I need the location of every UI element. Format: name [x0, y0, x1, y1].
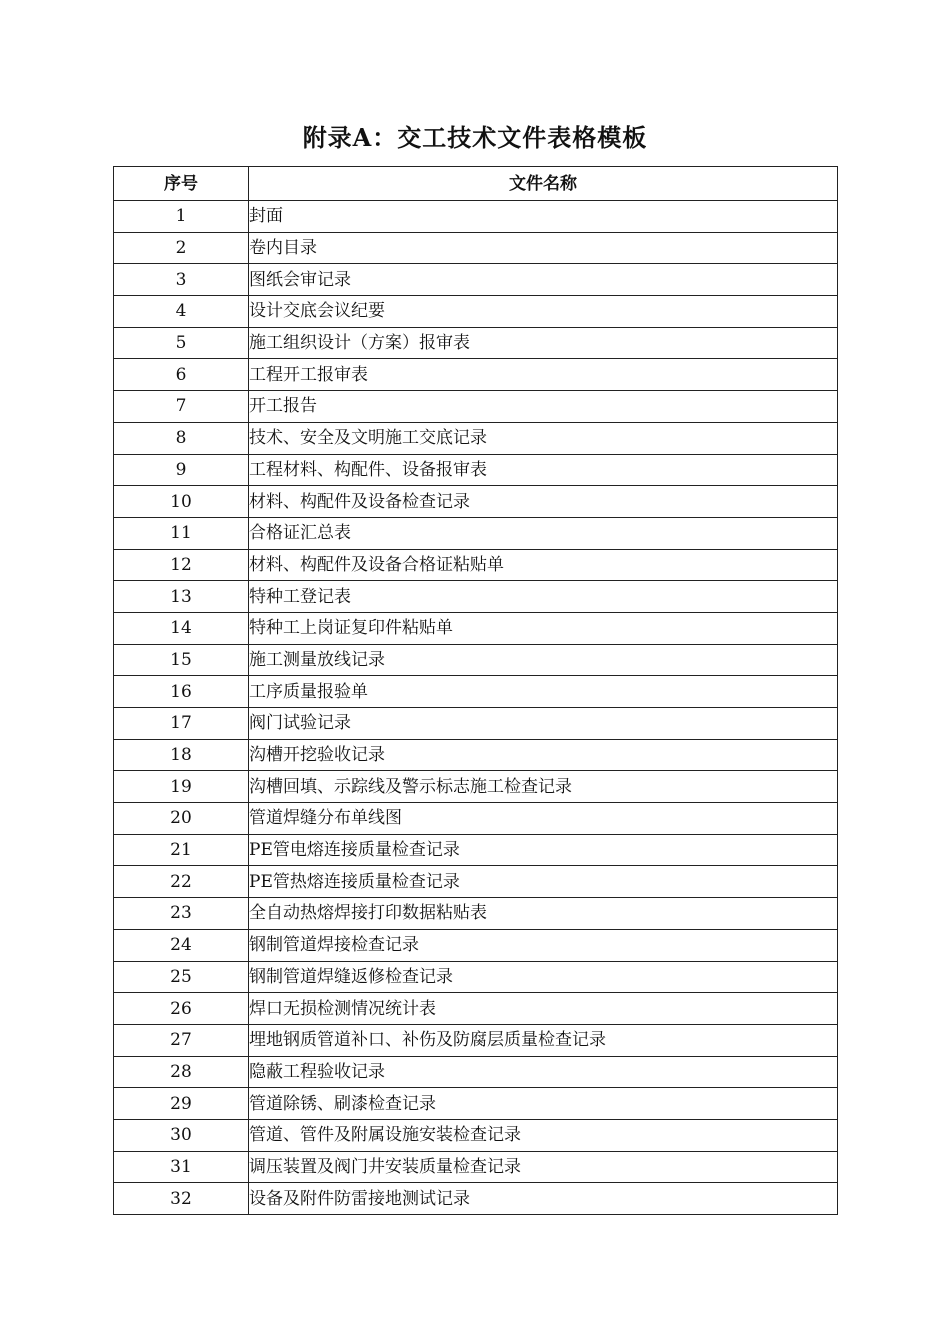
row-serial-number: 1	[114, 201, 249, 233]
row-serial-number: 12	[114, 549, 249, 581]
row-serial-number: 10	[114, 486, 249, 518]
table-row	[114, 422, 838, 454]
row-document-name: 沟槽回填、示踪线及警示标志施工检查记录	[249, 771, 838, 803]
page-title: 附录A：交工技术文件表格模板	[302, 123, 648, 152]
row-document-name: 封面	[249, 201, 838, 233]
row-serial-number: 7	[114, 391, 249, 423]
row-document-name: 焊口无损检测情况统计表	[249, 993, 838, 1025]
row-serial-number: 16	[114, 676, 249, 708]
row-document-name: 隐蔽工程验收记录	[249, 1056, 838, 1088]
row-document-name: 工序质量报验单	[249, 676, 838, 708]
row-document-name: 调压装置及阀门井安装质量检查记录	[249, 1151, 838, 1183]
row-serial-number: 13	[114, 581, 249, 613]
row-document-name: 设计交底会议纪要	[249, 296, 838, 328]
table-row	[114, 201, 838, 233]
table-row	[114, 929, 838, 961]
table-row	[114, 327, 838, 359]
table-row	[114, 771, 838, 803]
row-serial-number: 26	[114, 993, 249, 1025]
table-row	[114, 1024, 838, 1056]
row-document-name: 设备及附件防雷接地测试记录	[249, 1183, 838, 1215]
row-document-name: 技术、安全及文明施工交底记录	[249, 422, 838, 454]
row-document-name: PE管热熔连接质量检查记录	[249, 866, 838, 898]
table-row	[114, 803, 838, 835]
row-serial-number: 29	[114, 1088, 249, 1120]
row-serial-number: 5	[114, 327, 249, 359]
table-row	[114, 866, 838, 898]
row-serial-number: 11	[114, 517, 249, 549]
table-body	[114, 201, 838, 1215]
row-document-name: 阀门试验记录	[249, 708, 838, 740]
row-document-name: PE管电熔连接质量检查记录	[249, 834, 838, 866]
row-serial-number: 9	[114, 454, 249, 486]
table-row	[114, 517, 838, 549]
row-serial-number: 19	[114, 771, 249, 803]
row-serial-number: 28	[114, 1056, 249, 1088]
table-row	[114, 1056, 838, 1088]
row-document-name: 管道焊缝分布单线图	[249, 803, 838, 835]
table-row	[114, 1119, 838, 1151]
row-document-name: 全自动热熔焊接打印数据粘贴表	[249, 898, 838, 930]
row-serial-number: 15	[114, 644, 249, 676]
row-document-name: 开工报告	[249, 391, 838, 423]
row-document-name: 卷内目录	[249, 232, 838, 264]
table-row	[114, 264, 838, 296]
row-serial-number: 2	[114, 232, 249, 264]
row-serial-number: 4	[114, 296, 249, 328]
table-row	[114, 1151, 838, 1183]
row-document-name: 施工组织设计（方案）报审表	[249, 327, 838, 359]
table-row	[114, 612, 838, 644]
row-document-name: 沟槽开挖验收记录	[249, 739, 838, 771]
row-document-name: 钢制管道焊缝返修检查记录	[249, 961, 838, 993]
table-row	[114, 961, 838, 993]
table-row	[114, 993, 838, 1025]
row-serial-number: 20	[114, 803, 249, 835]
row-document-name: 材料、构配件及设备检查记录	[249, 486, 838, 518]
table-row	[114, 1088, 838, 1120]
row-document-name: 图纸会审记录	[249, 264, 838, 296]
table-header-row	[114, 167, 838, 201]
table-row	[114, 581, 838, 613]
row-document-name: 管道、管件及附属设施安装检查记录	[249, 1119, 838, 1151]
row-serial-number: 6	[114, 359, 249, 391]
row-document-name: 特种工登记表	[249, 581, 838, 613]
row-document-name: 工程材料、构配件、设备报审表	[249, 454, 838, 486]
table-row	[114, 739, 838, 771]
row-serial-number: 31	[114, 1151, 249, 1183]
table-row	[114, 486, 838, 518]
row-document-name: 管道除锈、刷漆检查记录	[249, 1088, 838, 1120]
row-document-name: 特种工上岗证复印件粘贴单	[249, 612, 838, 644]
document-list-table	[113, 166, 838, 1215]
table-row	[114, 296, 838, 328]
table-row	[114, 359, 838, 391]
table-row	[114, 644, 838, 676]
table-row	[114, 454, 838, 486]
row-serial-number: 23	[114, 898, 249, 930]
header-serial-number: 序号	[114, 167, 249, 201]
row-serial-number: 27	[114, 1024, 249, 1056]
row-document-name: 埋地钢质管道补口、补伤及防腐层质量检查记录	[249, 1024, 838, 1056]
header-document-name: 文件名称	[249, 167, 838, 201]
row-serial-number: 21	[114, 834, 249, 866]
row-document-name: 工程开工报审表	[249, 359, 838, 391]
row-serial-number: 25	[114, 961, 249, 993]
table-row	[114, 391, 838, 423]
row-serial-number: 24	[114, 929, 249, 961]
table-row	[114, 1183, 838, 1215]
table-row	[114, 232, 838, 264]
row-document-name: 材料、构配件及设备合格证粘贴单	[249, 549, 838, 581]
row-serial-number: 3	[114, 264, 249, 296]
row-serial-number: 22	[114, 866, 249, 898]
row-document-name: 钢制管道焊接检查记录	[249, 929, 838, 961]
row-serial-number: 14	[114, 612, 249, 644]
row-serial-number: 18	[114, 739, 249, 771]
table-row	[114, 708, 838, 740]
row-serial-number: 17	[114, 708, 249, 740]
row-serial-number: 32	[114, 1183, 249, 1215]
row-serial-number: 8	[114, 422, 249, 454]
table-row	[114, 834, 838, 866]
table-row	[114, 676, 838, 708]
row-document-name: 施工测量放线记录	[249, 644, 838, 676]
table-row	[114, 549, 838, 581]
row-document-name: 合格证汇总表	[249, 517, 838, 549]
table-row	[114, 898, 838, 930]
row-serial-number: 30	[114, 1119, 249, 1151]
